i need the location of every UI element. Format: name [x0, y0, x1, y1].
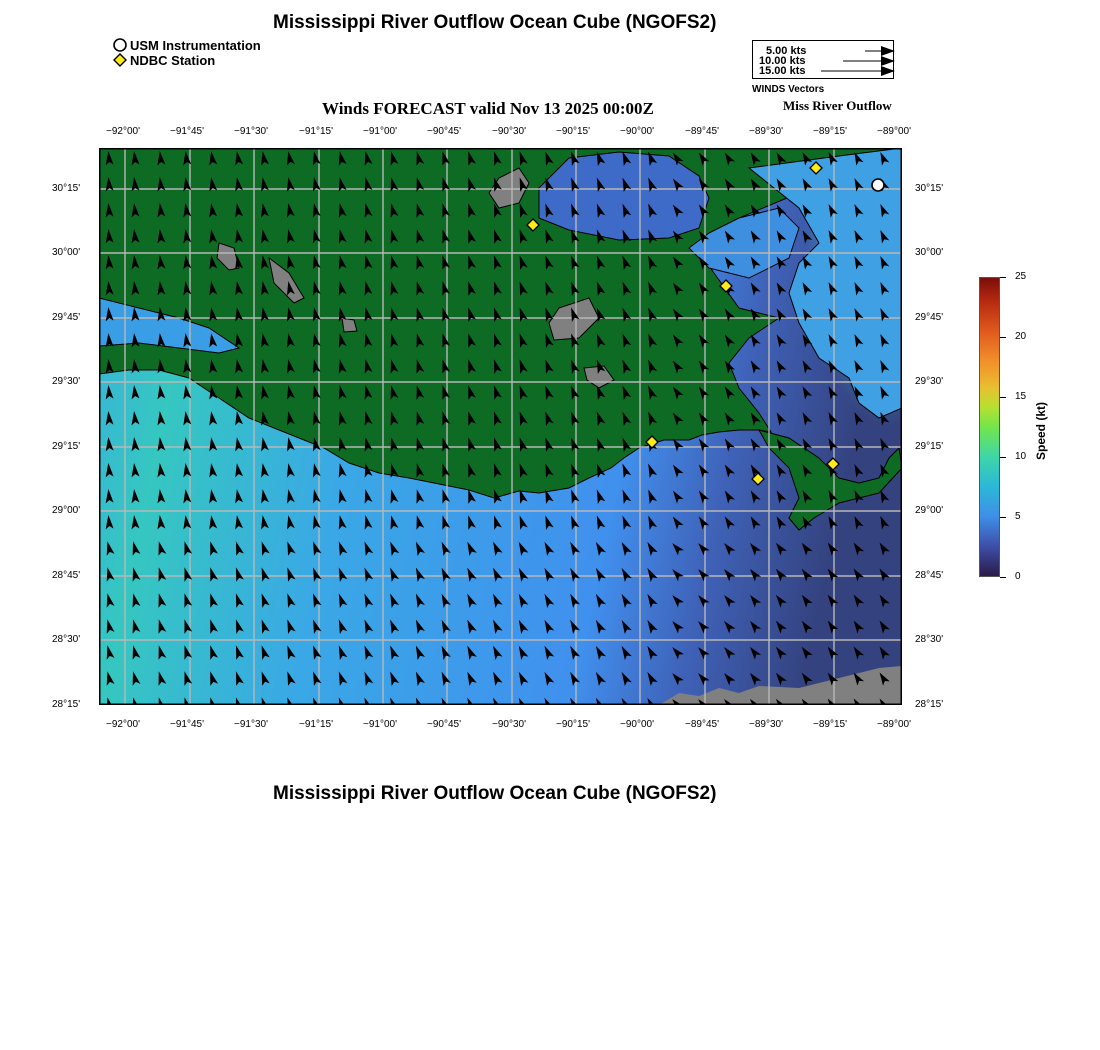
colorbar-tick [1000, 577, 1006, 578]
usm-station-icon [872, 179, 884, 191]
colorbar-tick-label: 10 [1015, 451, 1027, 462]
lon-tick-label: −91°30' [234, 126, 268, 137]
lon-tick-label: −90°45' [427, 719, 461, 730]
lon-tick-label: −89°00' [877, 719, 911, 730]
lon-tick-label: −91°45' [170, 126, 204, 137]
region-label: Miss River Outflow [783, 98, 892, 113]
lon-tick-label: −89°45' [685, 719, 719, 730]
key-label-10: 10.00 kts [759, 55, 806, 67]
lon-tick-label: −90°15' [556, 719, 590, 730]
wind-key-caption: WINDS Vectors [752, 84, 825, 95]
key-label-5: 5.00 kts [766, 45, 807, 57]
bottom-title: Mississippi River Outflow Ocean Cube (NGOFS2) [273, 783, 717, 804]
lon-tick-label: −91°30' [234, 719, 268, 730]
lat-tick-label: 30°00' [915, 247, 944, 258]
speed-colorbar [979, 277, 1000, 577]
key-arrows [753, 41, 895, 80]
lat-tick-label: 29°30' [915, 376, 944, 387]
forecast-map [99, 148, 902, 705]
legend-symbols [112, 38, 132, 70]
lon-tick-label: −90°00' [620, 126, 654, 137]
lon-tick-label: −89°15' [813, 126, 847, 137]
key-label-15: 15.00 kts [759, 65, 806, 77]
lon-tick-label: −91°15' [299, 719, 333, 730]
lat-tick-label: 29°45' [915, 312, 944, 323]
lon-tick-label: −91°00' [363, 719, 397, 730]
lat-tick-label: 29°00' [915, 505, 944, 516]
lon-tick-label: −89°00' [877, 126, 911, 137]
lon-tick-label: −89°45' [685, 126, 719, 137]
colorbar-tick [1000, 517, 1006, 518]
colorbar-tick [1000, 397, 1006, 398]
lat-tick-label: 28°15' [915, 699, 944, 710]
colorbar-tick-label: 15 [1015, 391, 1027, 402]
lon-tick-label: −90°00' [620, 719, 654, 730]
usm-circle-icon [114, 39, 126, 51]
lon-tick-label: −90°15' [556, 126, 590, 137]
colorbar-label: Speed (kt) [1034, 401, 1048, 460]
lon-tick-label: −90°30' [492, 719, 526, 730]
lat-tick-label: 28°45' [915, 570, 944, 581]
lat-tick-label: 28°15' [52, 699, 81, 710]
lon-tick-label: −92°00' [106, 126, 140, 137]
lon-tick-label: −91°15' [299, 126, 333, 137]
lon-tick-label: −92°00' [106, 719, 140, 730]
lon-tick-label: −89°30' [749, 126, 783, 137]
lon-tick-label: −90°45' [427, 126, 461, 137]
colorbar-tick [1000, 277, 1006, 278]
key-arrow-15-icon [881, 66, 895, 76]
colorbar-tick-label: 0 [1015, 571, 1021, 582]
colorbar-tick [1000, 457, 1006, 458]
legend-usm-label: USM Instrumentation [130, 38, 261, 53]
key-arrow-5-icon [881, 46, 895, 56]
colorbar-tick-label: 5 [1015, 511, 1021, 522]
lat-tick-label: 29°00' [52, 505, 81, 516]
lat-tick-label: 30°15' [52, 183, 81, 194]
lat-tick-label: 30°15' [915, 183, 944, 194]
lat-tick-label: 28°30' [915, 634, 944, 645]
lat-tick-label: 29°15' [915, 441, 944, 452]
forecast-subtitle: Winds FORECAST valid Nov 13 2025 00:00Z [322, 99, 654, 118]
lat-tick-label: 30°00' [52, 247, 81, 258]
lon-tick-label: −91°00' [363, 126, 397, 137]
colorbar-tick-label: 25 [1015, 271, 1027, 282]
lat-tick-label: 29°45' [52, 312, 81, 323]
ndbc-diamond-icon [114, 54, 126, 66]
lat-tick-label: 29°15' [52, 441, 81, 452]
colorbar-tick-label: 20 [1015, 331, 1027, 342]
lat-tick-label: 29°30' [52, 376, 81, 387]
lon-tick-label: −91°45' [170, 719, 204, 730]
wind-vector-key [752, 40, 894, 79]
main-title: Mississippi River Outflow Ocean Cube (NGOFS2) [273, 12, 717, 33]
lat-tick-label: 28°30' [52, 634, 81, 645]
lon-tick-label: −89°30' [749, 719, 783, 730]
colorbar-tick [1000, 337, 1006, 338]
lon-tick-label: −90°30' [492, 126, 526, 137]
lat-tick-label: 28°45' [52, 570, 81, 581]
lon-tick-label: −89°15' [813, 719, 847, 730]
legend-ndbc-label: NDBC Station [130, 53, 216, 68]
key-arrow-10-icon [881, 56, 895, 66]
